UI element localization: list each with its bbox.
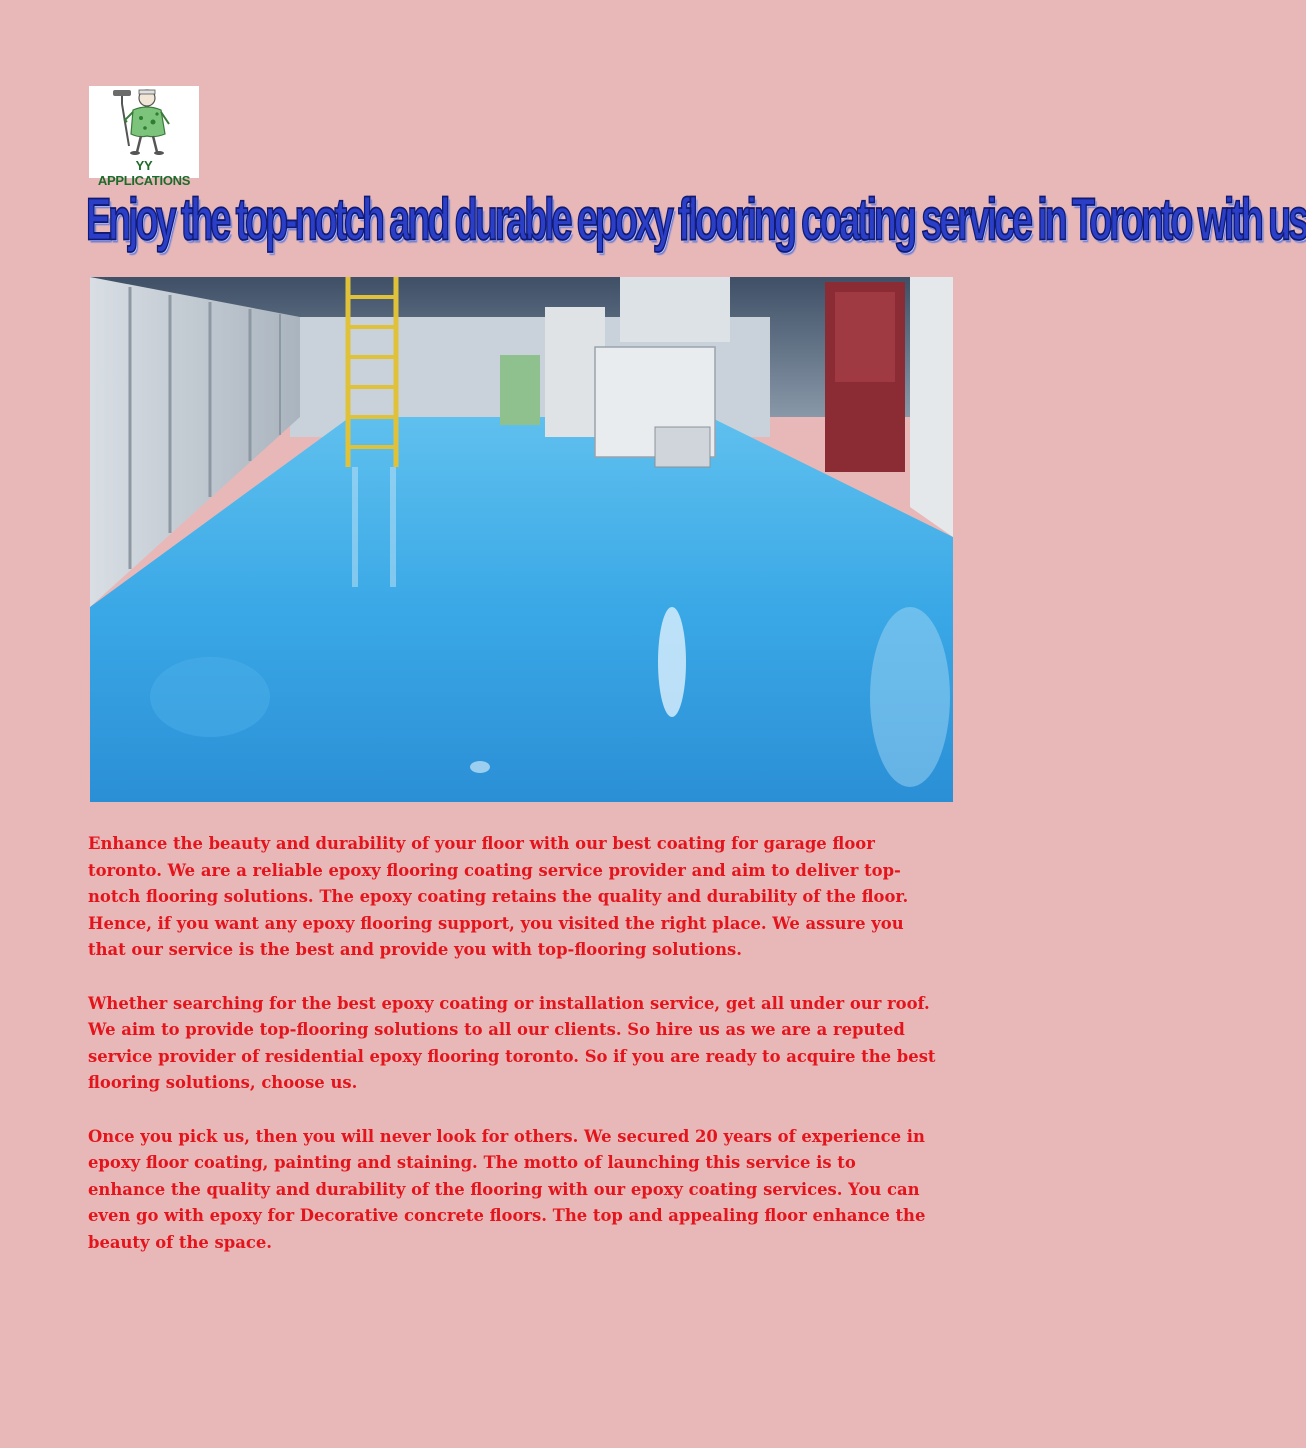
body-text (88, 831, 938, 1283)
paragraph-intro: Enhance the beauty and durability of your floor with our best coating for garage floor toronto. We are a reliable epoxy flooring coating service provider and aim to deliver top-notch flooring solutions. The epoxy coating retains the quality and durability of the floor. Hence, if you want any epoxy flooring support, you visited the right place. We assure you that our service is the best and provide you with top-flooring solutions. (88, 834, 909, 959)
paragraph-experience: Once you pick us, then you will never look for others. We secured 20 years of experience in epoxy floor coating, painting and staining. The motto of launching this service is to enhance the quality and durability of the flooring with our epoxy coating services. You can even go with epoxy for Decorative concrete floors. The top and appealing floor enhance the beauty of the space. (88, 1126, 926, 1252)
hero-image (90, 277, 953, 802)
paragraph-services: Whether searching for the best epoxy coating or installation service, get all under our roof. We aim to provide top-flooring solutions to all our clients. So hire us as we are a reputed service provider of residential epoxy flooring toronto. So if you are ready to acquire the best flooring solutions, choose us. (88, 993, 936, 1092)
painter-icon (89, 86, 199, 158)
epoxy-floor-photo (90, 277, 953, 802)
company-logo (89, 86, 199, 188)
logo-text: YY APPLICATIONS (97, 158, 191, 188)
page-title: Enjoy the top-notch and durable epoxy flooring coating service in Toronto with us (86, 188, 1306, 254)
